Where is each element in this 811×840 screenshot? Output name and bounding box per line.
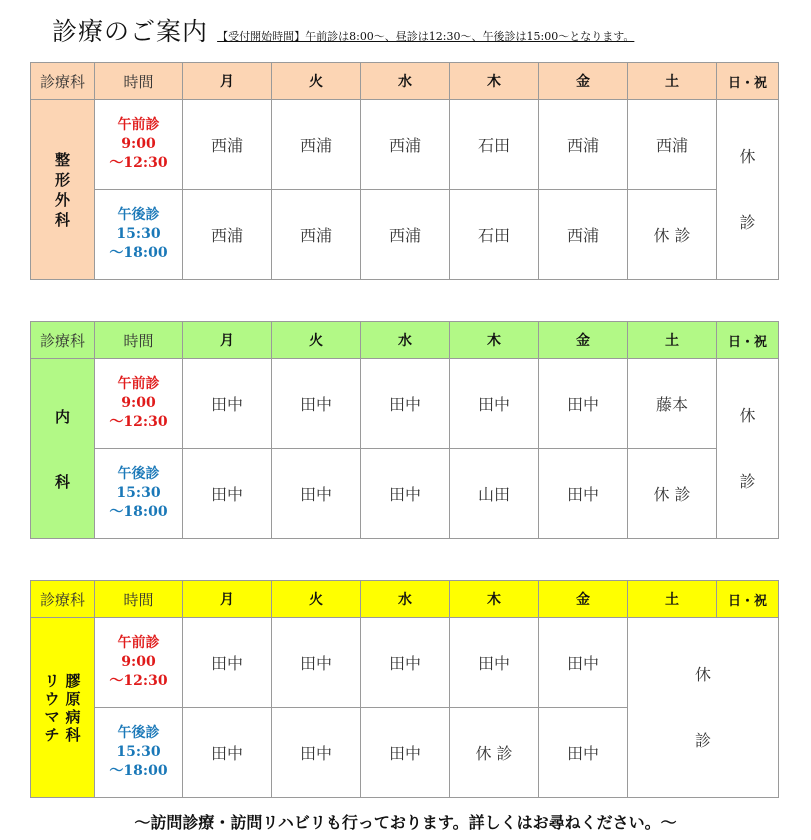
doctor-cell: 田中 bbox=[183, 359, 272, 449]
page-header bbox=[52, 12, 792, 52]
doctor-cell: 田中 bbox=[183, 708, 272, 798]
weekend-closed-cell: 休 診 bbox=[628, 618, 779, 798]
doctor-cell: 田中 bbox=[183, 449, 272, 539]
header-row bbox=[31, 581, 779, 618]
doctor-cell: 西浦 bbox=[539, 100, 628, 190]
time-slot-pm: 午後診 15:30 ～18:00 bbox=[95, 449, 183, 539]
doctor-cell: 西浦 bbox=[361, 100, 450, 190]
time-slot-pm: 午後診 15:30 ～18:00 bbox=[95, 190, 183, 280]
doctor-cell: 田中 bbox=[272, 618, 361, 708]
col-sat: 土 bbox=[628, 581, 717, 618]
doctor-cell: 田中 bbox=[272, 449, 361, 539]
closed-cell: 休 診 bbox=[628, 449, 717, 539]
doctor-cell: 西浦 bbox=[628, 100, 717, 190]
col-time: 時間 bbox=[95, 63, 183, 100]
doctor-cell: 石田 bbox=[450, 190, 539, 280]
doctor-cell: 田中 bbox=[272, 708, 361, 798]
doctor-cell: 田中 bbox=[539, 359, 628, 449]
doctor-cell: 田中 bbox=[450, 359, 539, 449]
doctor-cell: 西浦 bbox=[539, 190, 628, 280]
col-sat: 土 bbox=[628, 322, 717, 359]
col-mon: 月 bbox=[183, 63, 272, 100]
col-time: 時間 bbox=[95, 322, 183, 359]
department-cell: 内 科 bbox=[31, 359, 95, 539]
col-thu: 木 bbox=[450, 581, 539, 618]
doctor-cell: 西浦 bbox=[272, 190, 361, 280]
doctor-cell: 田中 bbox=[361, 449, 450, 539]
col-time: 時間 bbox=[95, 581, 183, 618]
time-slot-am: 午前診 9:00 ～12:30 bbox=[95, 100, 183, 190]
doctor-cell: 藤本 bbox=[628, 359, 717, 449]
header-row bbox=[31, 322, 779, 359]
col-sun-holiday: 日・祝 bbox=[717, 581, 779, 618]
schedule-table-rheumatology bbox=[30, 580, 779, 798]
department-cell: 整 形 外 科 bbox=[31, 100, 95, 280]
schedule-table-internal-medicine bbox=[30, 321, 779, 539]
col-fri: 金 bbox=[539, 63, 628, 100]
closed-cell: 休 診 bbox=[628, 190, 717, 280]
col-tue: 火 bbox=[272, 322, 361, 359]
col-sun-holiday: 日・祝 bbox=[717, 322, 779, 359]
col-tue: 火 bbox=[272, 581, 361, 618]
doctor-cell: 西浦 bbox=[361, 190, 450, 280]
col-sun-holiday: 日・祝 bbox=[717, 63, 779, 100]
time-slot-am: 午前診 9:00 ～12:30 bbox=[95, 618, 183, 708]
col-department: 診療科 bbox=[31, 322, 95, 359]
closed-cell: 休 診 bbox=[450, 708, 539, 798]
col-wed: 水 bbox=[361, 322, 450, 359]
doctor-cell: 田中 bbox=[450, 618, 539, 708]
holiday-closed-cell: 休 診 bbox=[717, 359, 779, 539]
department-cell: リ ウ マ チ 膠 原 病 科 bbox=[31, 618, 95, 798]
col-thu: 木 bbox=[450, 63, 539, 100]
reception-hours-note: 【受付開始時間】午前診は8:00～、昼診は12:30～、午後診は15:00～となります。 bbox=[217, 30, 635, 43]
doctor-cell: 西浦 bbox=[183, 190, 272, 280]
doctor-cell: 田中 bbox=[361, 359, 450, 449]
page-title: 診療のご案内 bbox=[52, 17, 209, 46]
doctor-cell: 山田 bbox=[450, 449, 539, 539]
doctor-cell: 田中 bbox=[272, 359, 361, 449]
col-mon: 月 bbox=[183, 581, 272, 618]
col-fri: 金 bbox=[539, 581, 628, 618]
doctor-cell: 田中 bbox=[539, 618, 628, 708]
col-department: 診療科 bbox=[31, 63, 95, 100]
header-row bbox=[31, 63, 779, 100]
doctor-cell: 田中 bbox=[539, 708, 628, 798]
doctor-cell: 西浦 bbox=[183, 100, 272, 190]
col-mon: 月 bbox=[183, 322, 272, 359]
pm-row bbox=[31, 190, 779, 280]
time-slot-pm: 午後診 15:30 ～18:00 bbox=[95, 708, 183, 798]
doctor-cell: 石田 bbox=[450, 100, 539, 190]
time-slot-am: 午前診 9:00 ～12:30 bbox=[95, 359, 183, 449]
doctor-cell: 田中 bbox=[361, 708, 450, 798]
col-wed: 水 bbox=[361, 63, 450, 100]
doctor-cell: 西浦 bbox=[272, 100, 361, 190]
col-department: 診療科 bbox=[31, 581, 95, 618]
am-row bbox=[31, 359, 779, 449]
col-thu: 木 bbox=[450, 322, 539, 359]
col-fri: 金 bbox=[539, 322, 628, 359]
schedule-table-orthopedics bbox=[30, 62, 779, 280]
holiday-closed-cell: 休 診 bbox=[717, 100, 779, 280]
doctor-cell: 田中 bbox=[539, 449, 628, 539]
home-visit-note: ～訪問診療・訪問リハビリも行っております。詳しくはお尋ねください。～ bbox=[134, 813, 677, 832]
doctor-cell: 田中 bbox=[361, 618, 450, 708]
am-row bbox=[31, 100, 779, 190]
col-tue: 火 bbox=[272, 63, 361, 100]
col-sat: 土 bbox=[628, 63, 717, 100]
am-row bbox=[31, 618, 779, 708]
doctor-cell: 田中 bbox=[183, 618, 272, 708]
col-wed: 水 bbox=[361, 581, 450, 618]
pm-row bbox=[31, 449, 779, 539]
